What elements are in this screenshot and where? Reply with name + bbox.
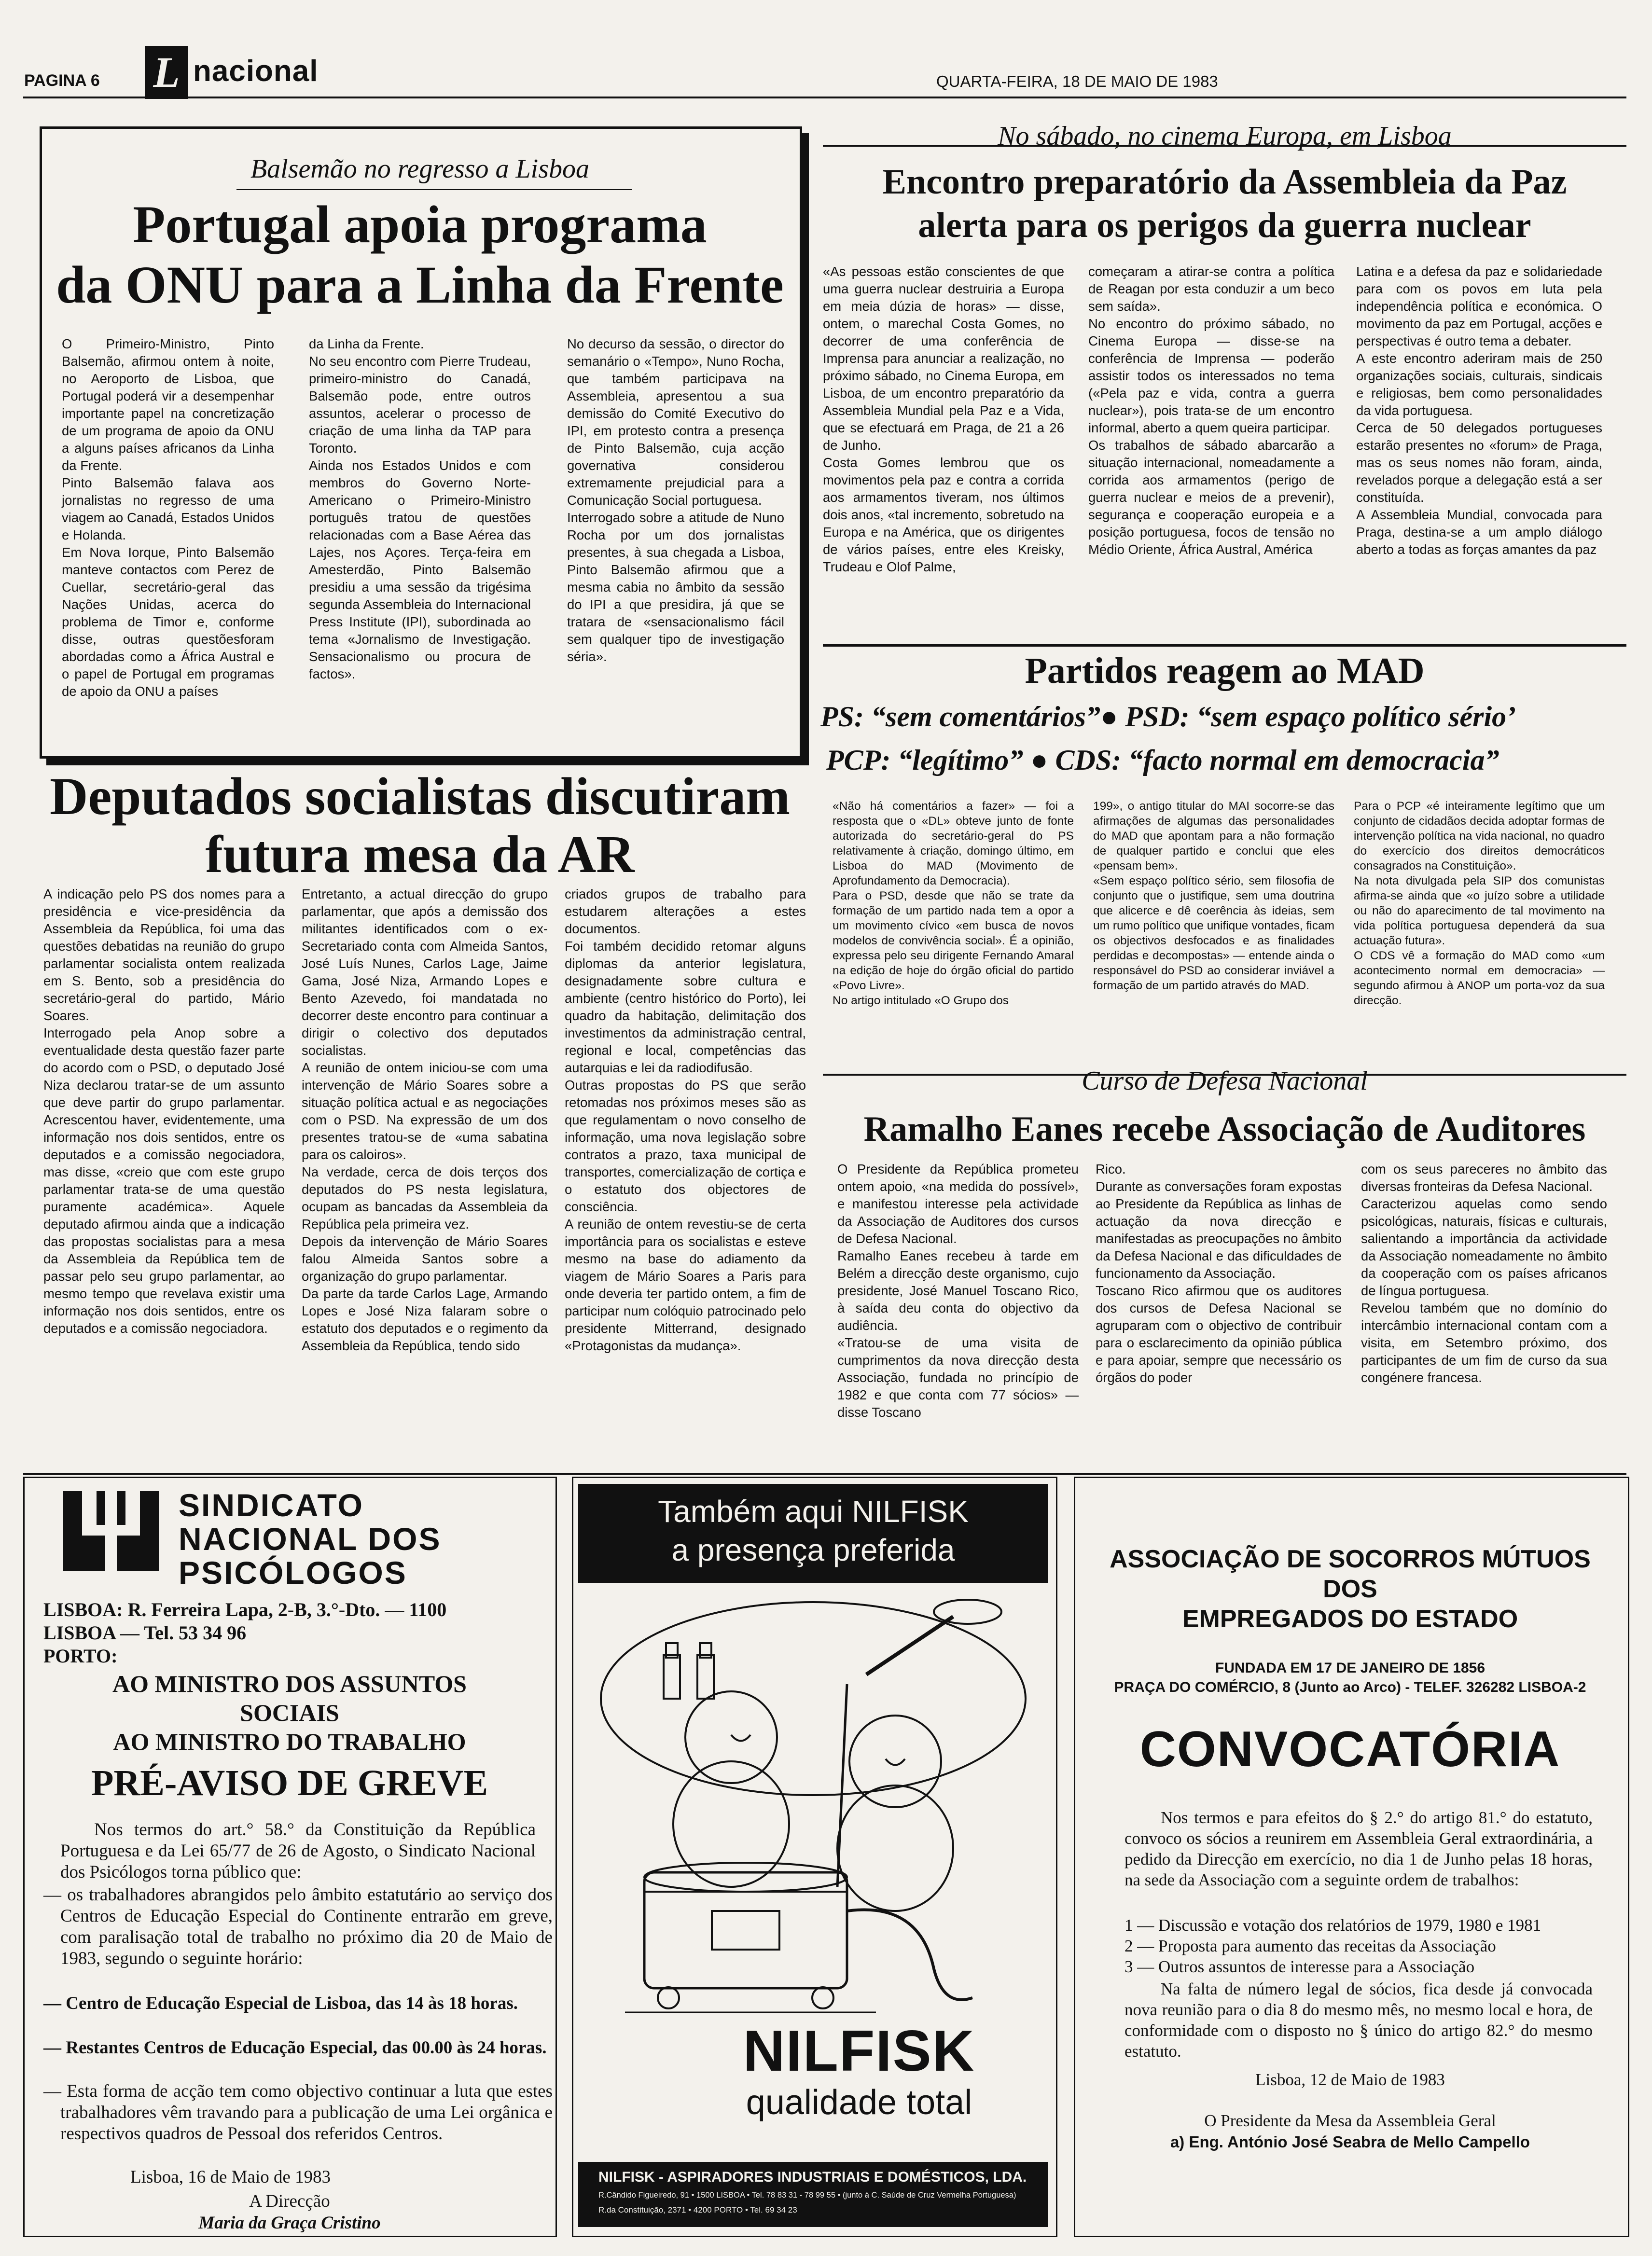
article-mad-col-1: «Não há comentários a fazer» — foi a resposta que o «DL» obteve junto de fonte autorizada do secretário-geral do PS relativamente à criação, domingo último, em Lisboa do MAD (Movimento de Aprofundamento da Democracia). Para o PSD, desde que não se trate da formação de um partido nada tem a opor a um movimento cívico «em busca de novos modelos de convivência social». É a opinião, expressa pelo seu dirigente Fernando Amaral na edição de hoje do órgão oficial do partido «Povo Livre». No artigo intitulado «O Grupo dos xyxy=(833,800,1074,1007)
ad-associacao-title-3: EMPREGADOS DO ESTADO xyxy=(1182,1605,1518,1633)
ad-sindicato-address-2: LISBOA — Tel. 53 34 96 xyxy=(43,1622,247,1644)
article-onu-col-1: O Primeiro-Ministro, Pinto Balsemão, afirmou ontem à noite, no Aeroporto de Lisboa, que Portugal poderá vir a desempenhar importante papel na concretização de um programa de apoio da ONU a alguns países africanos da Linha da Frente. Pinto Balsemão falava aos jornalistas no regresso de uma viagem ao Canadá, Estados Unidos e Holanda. Em Nova Iorque, Pinto Balsemão manteve contactos com Perez de Cuellar, secretário-geral das Nações Unidas, acerca do problema de Timor e, conforme disse, outras questõesforam abordadas como a África Austral e o papel de Portugal em programas de apoio da ONU a países xyxy=(62,336,274,699)
ad-sindicato-sign-1: A Direcção xyxy=(249,2191,330,2211)
ad-associacao-heading: CONVOCATÓRIA xyxy=(1139,1721,1561,1777)
ad-sindicato-item-3: — Restantes Centros de Educação Especial, das 00.00 às 24 horas. xyxy=(43,2038,547,2058)
ad-nilfisk-tagline: qualidade total xyxy=(746,2083,972,2122)
article-mad-col-2: 199», o antigo titular do MAI socorre-se das afirmações de algumas das personalidades do MAD que apontam para a não formação de qualquer partido e conclui que eles «pensam bem». «Sem espaço político sério, sem filosofia de conjunto que o justifique, sem uma doutrina que alicerce e dê coerência às ideias, sem um rumo político que unifique vontades, ficam os objectivos desfocados e as finalidades perdidas e decompostas» — entende ainda o responsável do PSD ao considerar inviável a formação de um partido através do MAD. xyxy=(1093,800,1334,992)
article-eanes-col-3: com os seus pareceres no âmbito das diversas fronteiras da Defesa Nacional. Caracterizou aquelas como sendo psicológicas, naturais, físicas e culturais, salientando a importância da actividade da Associação nomeadamente no âmbito da cooperação com os países africanos de língua portuguesa. Revelou também que no domínio do intercâmbio internacional contam com a visita, em Setembro próximo, dos participantes de um fim de curso da sua congénere francesa. xyxy=(1361,1162,1607,1385)
ad-nilfisk-slogan-2: a presença preferida xyxy=(671,1533,955,1567)
ad-associacao-body: Nos termos e para efeitos do § 2.° do artigo 81.° do estatuto, convoco os sócios a reunirem em Assembleia Geral extraordinária, a pedido da Direcção em exercício, no dia 1 de Junho pelas 18 horas, na sede da Associação com a seguinte ordem de trabalhos: xyxy=(1124,1808,1593,1889)
ad-associacao-date: Lisboa, 12 de Maio de 1983 xyxy=(1255,2070,1445,2089)
ad-sindicato-sign-2: Maria da Graça Cristino xyxy=(198,2213,381,2233)
article-onu-headline-2: da ONU para a Linha da Frente xyxy=(56,255,784,314)
ad-nilfisk-footer-2: R.Cândido Figueiredo, 91 • 1500 LISBOA • Tel. 78 83 31 - 78 99 55 • (junto à C. Saúde de Cruz Vermelha Portuguesa) xyxy=(598,2191,1016,2200)
ad-associacao-item-1: 1 — Discussão e votação dos relatórios de 1979, 1980 e 1981 xyxy=(1124,1916,1541,1935)
kicker-underline xyxy=(236,189,632,190)
article-mad-col-3: Para o PCP «é inteiramente legítimo que um conjunto de cidadãos decida adoptar formas de intervenção política na vida nacional, no quadro do exercício dos direitos democráticos consagrados na Constituição». Na nota divulgada pela SIP dos comunistas afirma-se ainda que «o juízo sobre a utilidade ou não do aparecimento de tal movimento na vida política portuguesa dependerá da sua actuação futura». O CDS vê a formação do MAD como «um acontecimento normal em democracia» — segundo afirmou à ANOP um porta-voz da sua direcção. xyxy=(1354,800,1605,1007)
ad-associacao-founded: FUNDADA EM 17 DE JANEIRO DE 1856 xyxy=(1215,1660,1485,1676)
article-eanes-headline: Ramalho Eanes recebe Associação de Auditores xyxy=(863,1109,1586,1149)
ad-sindicato-item-4: — Esta forma de acção tem como objectivo continuar a luta que estes trabalhadores vêm travando para a publicação de uma Lei orgânica e respectivos quadros de Pessoal dos referidos Centros. xyxy=(43,2081,553,2144)
ad-associacao-note: Na falta de número legal de sócios, fica desde já convocada nova reunião para o dia 8 do mesmo mês, no mesmo local e hora, de conformidade com o disposto no § único do artigo 82.° do mesmo estatuto. xyxy=(1124,1979,1593,2061)
article-eanes-kicker: Curso de Defesa Nacional xyxy=(1082,1066,1368,1096)
ad-sindicato-item-1: — os trabalhadores abrangidos pelo âmbito estatutário ao serviço dos Centros de Educação Especial do Continente entrarão em greve, com paralisação total de trabalho no próximo dia 20 de Maio de 1983, segundo o seguinte horário: xyxy=(43,1885,553,1968)
article-paz-headline-1: Encontro preparatório da Assembleia da Paz xyxy=(882,162,1567,202)
article-ar-headline-2: futura mesa da AR xyxy=(205,825,635,884)
ad-associacao-title-1: ASSOCIAÇÃO DE SOCORROS MÚTUOS xyxy=(1110,1545,1591,1573)
ad-sindicato-to-2: SOCIAIS xyxy=(240,1699,339,1726)
section-logo xyxy=(145,46,188,99)
mad-top-rule xyxy=(823,644,1626,647)
article-mad-headline: Partidos reagem ao MAD xyxy=(1025,651,1425,691)
article-ar-col-3: criados grupos de trabalho para estudarem alterações a estes documentos. Foi também decidido retomar alguns diplomas da anterior legislatura, designadamente sobre cultura e ambiente (centro histórico do Porto), lei quadro da habitação, delimitação dos investimentos da administração central, regional e local, competências das autarquias e lei da radiodifusão. Outras propostas do PS que serão retomadas nos próximos meses são as que regulamentam o novo conselho de informação, uma nova legislação sobre contratos a prazo, taxa municipal de transportes, comercialização de cortiça e o estatuto dos objectores de consciência. A reunião de ontem revestiu-se de certa importância para os socialistas e esteve mesmo na base do adiamento da viagem de Mário Soares a Paris para onde deveria ter partido ontem, a fim de participar num colóquio patrocinado pelo presidente Mitterrand, designado «Protagonistas da mudança». xyxy=(565,886,806,1353)
svg-text:L: L xyxy=(153,49,180,97)
ad-associacao-address: PRAÇA DO COMÉRCIO, 8 (Junto ao Arco) - TELEF. 326282 LISBOA-2 xyxy=(1114,1679,1586,1695)
ad-sindicato-name-3: PSICÓLOGOS xyxy=(179,1555,407,1591)
ad-sindicato-name-1: SINDICATO xyxy=(179,1487,364,1523)
article-eanes-col-2: Rico. Durante as conversações foram expostas ao Presidente da República as linhas de actuação da nova direcção e manifestadas as preocupações no âmbito da Defesa Nacional e das dificuldades de funcionamento da Associação. Toscano Rico afirmou que os auditores dos cursos de Defesa Nacional se agruparam com o objectivo de contribuir para o esclarecimento da opinião pública e para apoiar, sempre que necessário os órgãos do poder xyxy=(1096,1162,1342,1385)
ad-sindicato-address-1: LISBOA: R. Ferreira Lapa, 2-B, 3.°-Dto. — 1100 xyxy=(43,1599,447,1620)
article-paz-col-3: Latina e a defesa da paz e solidariedade para com os povos em luta pela independência política e económica. O movimento da paz em Portugal, acções e perspectivas é outro tema a debater. A este encontro aderiram mais de 250 organizações sociais, culturais, sindicais e religiosas, bem como personalidades da vida portuguesa. Cerca de 50 delegados portugueses estarão presentes no «forum» de Praga, mas os seus nomes não foram, ainda, revelados porque a delegação está a ser constituída. A Assembleia Mundial, convocada para Praga, destina-se a um amplo diálogo aberto a todas as forças amantes da paz xyxy=(1356,264,1602,557)
article-mad-sub-2: PCP: “legítimo” ● CDS: “facto normal em democracia” xyxy=(826,744,1499,776)
ad-associacao-title-2: DOS xyxy=(1323,1575,1377,1603)
article-paz-col-1: «As pessoas estão conscientes de que uma guerra nuclear destruiria a Europa em meia dúzia de horas» — disse, ontem, o marechal Costa Gomes, no decorrer de uma conferência de Imprensa para anunciar a realização, no próximo sábado, no Cinema Europa, em Lisboa, de um encontro preparatório da Assembleia Mundial pela Paz e a Vida, que se efectuará em Praga, de 21 a 26 de Junho. Costa Gomes lembrou que os movimentos pela paz e contra a corrida aos armamentos tiveram, nos últimos dois anos, «tal incremento, sobretudo na Europa e na América, que os dirigentes de vários países, entre eles Kreisky, Trudeau e Olof Palme, xyxy=(823,264,1064,574)
article-onu-col-3: No decurso da sessão, o director do semanário o «Tempo», Nuno Rocha, que também participava na Assembleia, apresentou a sua demissão do Comité Executivo do IPI, em protesto contra a presença de Pinto Balsemão, cuja acção governativa considerou extremamente prejudicial para a Comunicação Social portuguesa. Interrogado sobre a atitude de Nuno Rocha por um dos jornalistas presentes, à sua chegada a Lisboa, Pinto Balsemão afirmou que a mesma cabia no âmbito da sessão do IPI a que presidira, já que se tratara de «sensacionalismo fácil sem qualquer tipo de investigação séria». xyxy=(567,336,784,664)
cleaning-cartoon-illustration xyxy=(586,1597,1040,2022)
ad-nilfisk-slogan-1: Também aqui NILFISK xyxy=(658,1494,969,1529)
ad-sindicato-date: Lisboa, 16 de Maio de 1983 xyxy=(130,2167,331,2187)
header-rule xyxy=(23,97,1626,98)
article-onu-headline-1: Portugal apoia programa xyxy=(133,195,707,254)
ad-nilfisk-footer-1: NILFISK - ASPIRADORES INDUSTRIAIS E DOMÉSTICOS, LDA. xyxy=(598,2169,1027,2185)
page-label: PAGINA 6 xyxy=(24,71,100,90)
article-ar-col-1: A indicação pelo PS dos nomes para a presidência e vice-presidência da Assembleia da República, foi uma das questões debatidas na reunião do grupo parlamentar socialista ontem realizada em S. Bento, sob a presidência do secretário-geral do partido, Mário Soares. Interrogado pela Anop sobre a eventualidade desta questão fazer parte do acordo com o PSD, o deputado José Niza declarou tratar-se de um assunto que deve partir do grupo parlamentar. Acrescentou haver, evidentemente, uma informação nos dois sentidos, entre os deputados e a comissão negociadora, mas disse, «creio que com este grupo parlamentar trata-se de uma questão puramente académica». Aquele deputado afirmou ainda que a indicação das propostas socialistas para a mesa da Assembleia da República tem de passar pelo seu grupo parlamentar, ao mesmo tempo que revelava existir uma informação nos dois sentidos, entre os deputados e a comissão negociadora. xyxy=(43,886,285,1336)
section-word: nacional xyxy=(193,55,319,88)
ad-sindicato-item-2: — Centro de Educação Especial de Lisboa, das 14 às 18 horas. xyxy=(43,1993,518,2013)
article-ar-headline-1: Deputados socialistas discutiram xyxy=(50,767,790,826)
ad-nilfisk-brand: NILFISK xyxy=(743,2019,975,2083)
ad-associacao-item-2: 2 — Proposta para aumento das receitas da Associação xyxy=(1124,1937,1496,1955)
ad-associacao-item-3: 3 — Outros assuntos de interesse para a Associação xyxy=(1124,1957,1475,1976)
psi-logo-icon xyxy=(63,1491,159,1571)
article-onu-kicker: Balsemão no regresso a Lisboa xyxy=(250,154,590,184)
article-mad-sub-1: PS: “sem comentários”● PSD: “sem espaço político sério’ xyxy=(820,701,1516,733)
ad-nilfisk-footer-3: R.da Constituição, 2371 • 4200 PORTO • Tel. 69 34 23 xyxy=(598,2205,797,2214)
ad-sindicato-to-3: AO MINISTRO DO TRABALHO xyxy=(113,1728,466,1755)
ad-sindicato-title: PRÉ-AVISO DE GREVE xyxy=(91,1763,488,1803)
article-paz-headline-2: alerta para os perigos da guerra nuclear xyxy=(918,206,1531,245)
ad-associacao-sign-1: O Presidente da Mesa da Assembleia Geral xyxy=(1204,2111,1496,2130)
ad-sindicato-intro: Nos termos do art.° 58.° da Constituição da República Portuguesa e da Lei 65/77 de 26 de Agosto, o Sindicato Nacional dos Psicólogos torna público que: xyxy=(60,1820,536,1882)
ad-sindicato-to-1: AO MINISTRO DOS ASSUNTOS xyxy=(112,1670,467,1697)
ads-top-rule xyxy=(23,1473,1626,1475)
page-date: QUARTA-FEIRA, 18 DE MAIO DE 1983 xyxy=(936,72,1218,90)
article-paz-kicker: No sábado, no cinema Europa, em Lisboa xyxy=(998,121,1452,151)
article-eanes-col-1: O Presidente da República prometeu ontem apoio, «na medida do possível», e manifestou interesse pela actividade da Associação de Auditores dos cursos de Defesa Nacional. Ramalho Eanes recebeu à tarde em Belém a direcção deste organismo, cujo presidente, José Manuel Toscano Rico, à saída deu conta do objectivo da audiência. «Tratou-se de uma visita de cumprimentos da nova direcção desta Associação, fundada no princípio de 1982 e que conta com 77 sócios» — disse Toscano xyxy=(837,1162,1079,1420)
ad-sindicato-name-2: NACIONAL DOS xyxy=(179,1521,442,1557)
article-ar-col-2: Entretanto, a actual direcção do grupo parlamentar, que após a demissão dos militantes identificados com o ex-Secretariado conta com Almeida Santos, José Luís Nunes, Carlos Lage, Jaime Gama, José Niza, Armando Lopes e Bento Azevedo, foi mandatada no decorrer deste encontro para continuar a dirigir o colectivo dos deputados socialistas. A reunião de ontem iniciou-se com uma intervenção de Mário Soares sobre a situação política actual e as negociações com o PSD. Na expressão de um dos presentes tratou-se de «uma sabatina para os caloiros». Na verdade, cerca de dois terços dos deputados do PS nesta legislatura, ocupam as bancadas da Assembleia da República pela primeira vez. Depois da intervenção de Mário Soares falou Almeida Santos sobre a organização do grupo parlamentar. Da parte da tarde Carlos Lage, Armando Lopes e José Niza falaram sobre o estatuto dos deputados e o regimento da Assembleia da República, tendo sido xyxy=(302,886,548,1353)
article-paz-col-2: começaram a atirar-se contra a política de Reagan por esta conduzir a um beco sem saída». No encontro do próximo sábado, no Cinema Europa — disse-se na conferência de Imprensa — poderão assistir todos os interessados no tema («Pela paz e vida, contra a guerra nuclear»), pois trata-se de um encontro informal, aberto a quem queira participar. Os trabalhos de sábado abarcarão a situação internacional, nomeadamente a corrida aos armamentos (perigo de guerra nuclear e meios de a prevenir), segurança e cooperação europeia e a posição portuguesa, focos de tensão no Médio Oriente, África Austral, América xyxy=(1088,264,1334,557)
ad-associacao-sign-2: a) Eng. António José Seabra de Mello Campello xyxy=(1170,2133,1530,2151)
article-onu-col-2: da Linha da Frente. No seu encontro com Pierre Trudeau, primeiro-ministro do Canadá, Balsemão pode, entre outros assuntos, acelerar o processo de criação de uma linha da TAP para Toronto. Ainda nos Estados Unidos e com membros do Governo Norte-Americano o Primeiro-Ministro português tratou de questões relacionadas com a Base Aérea das Lajes, nos Açores. Terça-feira em Amesterdão, Pinto Balsemão presidiu a uma sessão da trigésima segunda Assembleia do Internacional Press Institute (IPI), subordinada ao tema «Jornalismo de Investigação. Sensacionalismo ou procura de factos». xyxy=(309,336,531,681)
ad-sindicato-address-3: PORTO: xyxy=(43,1645,118,1667)
